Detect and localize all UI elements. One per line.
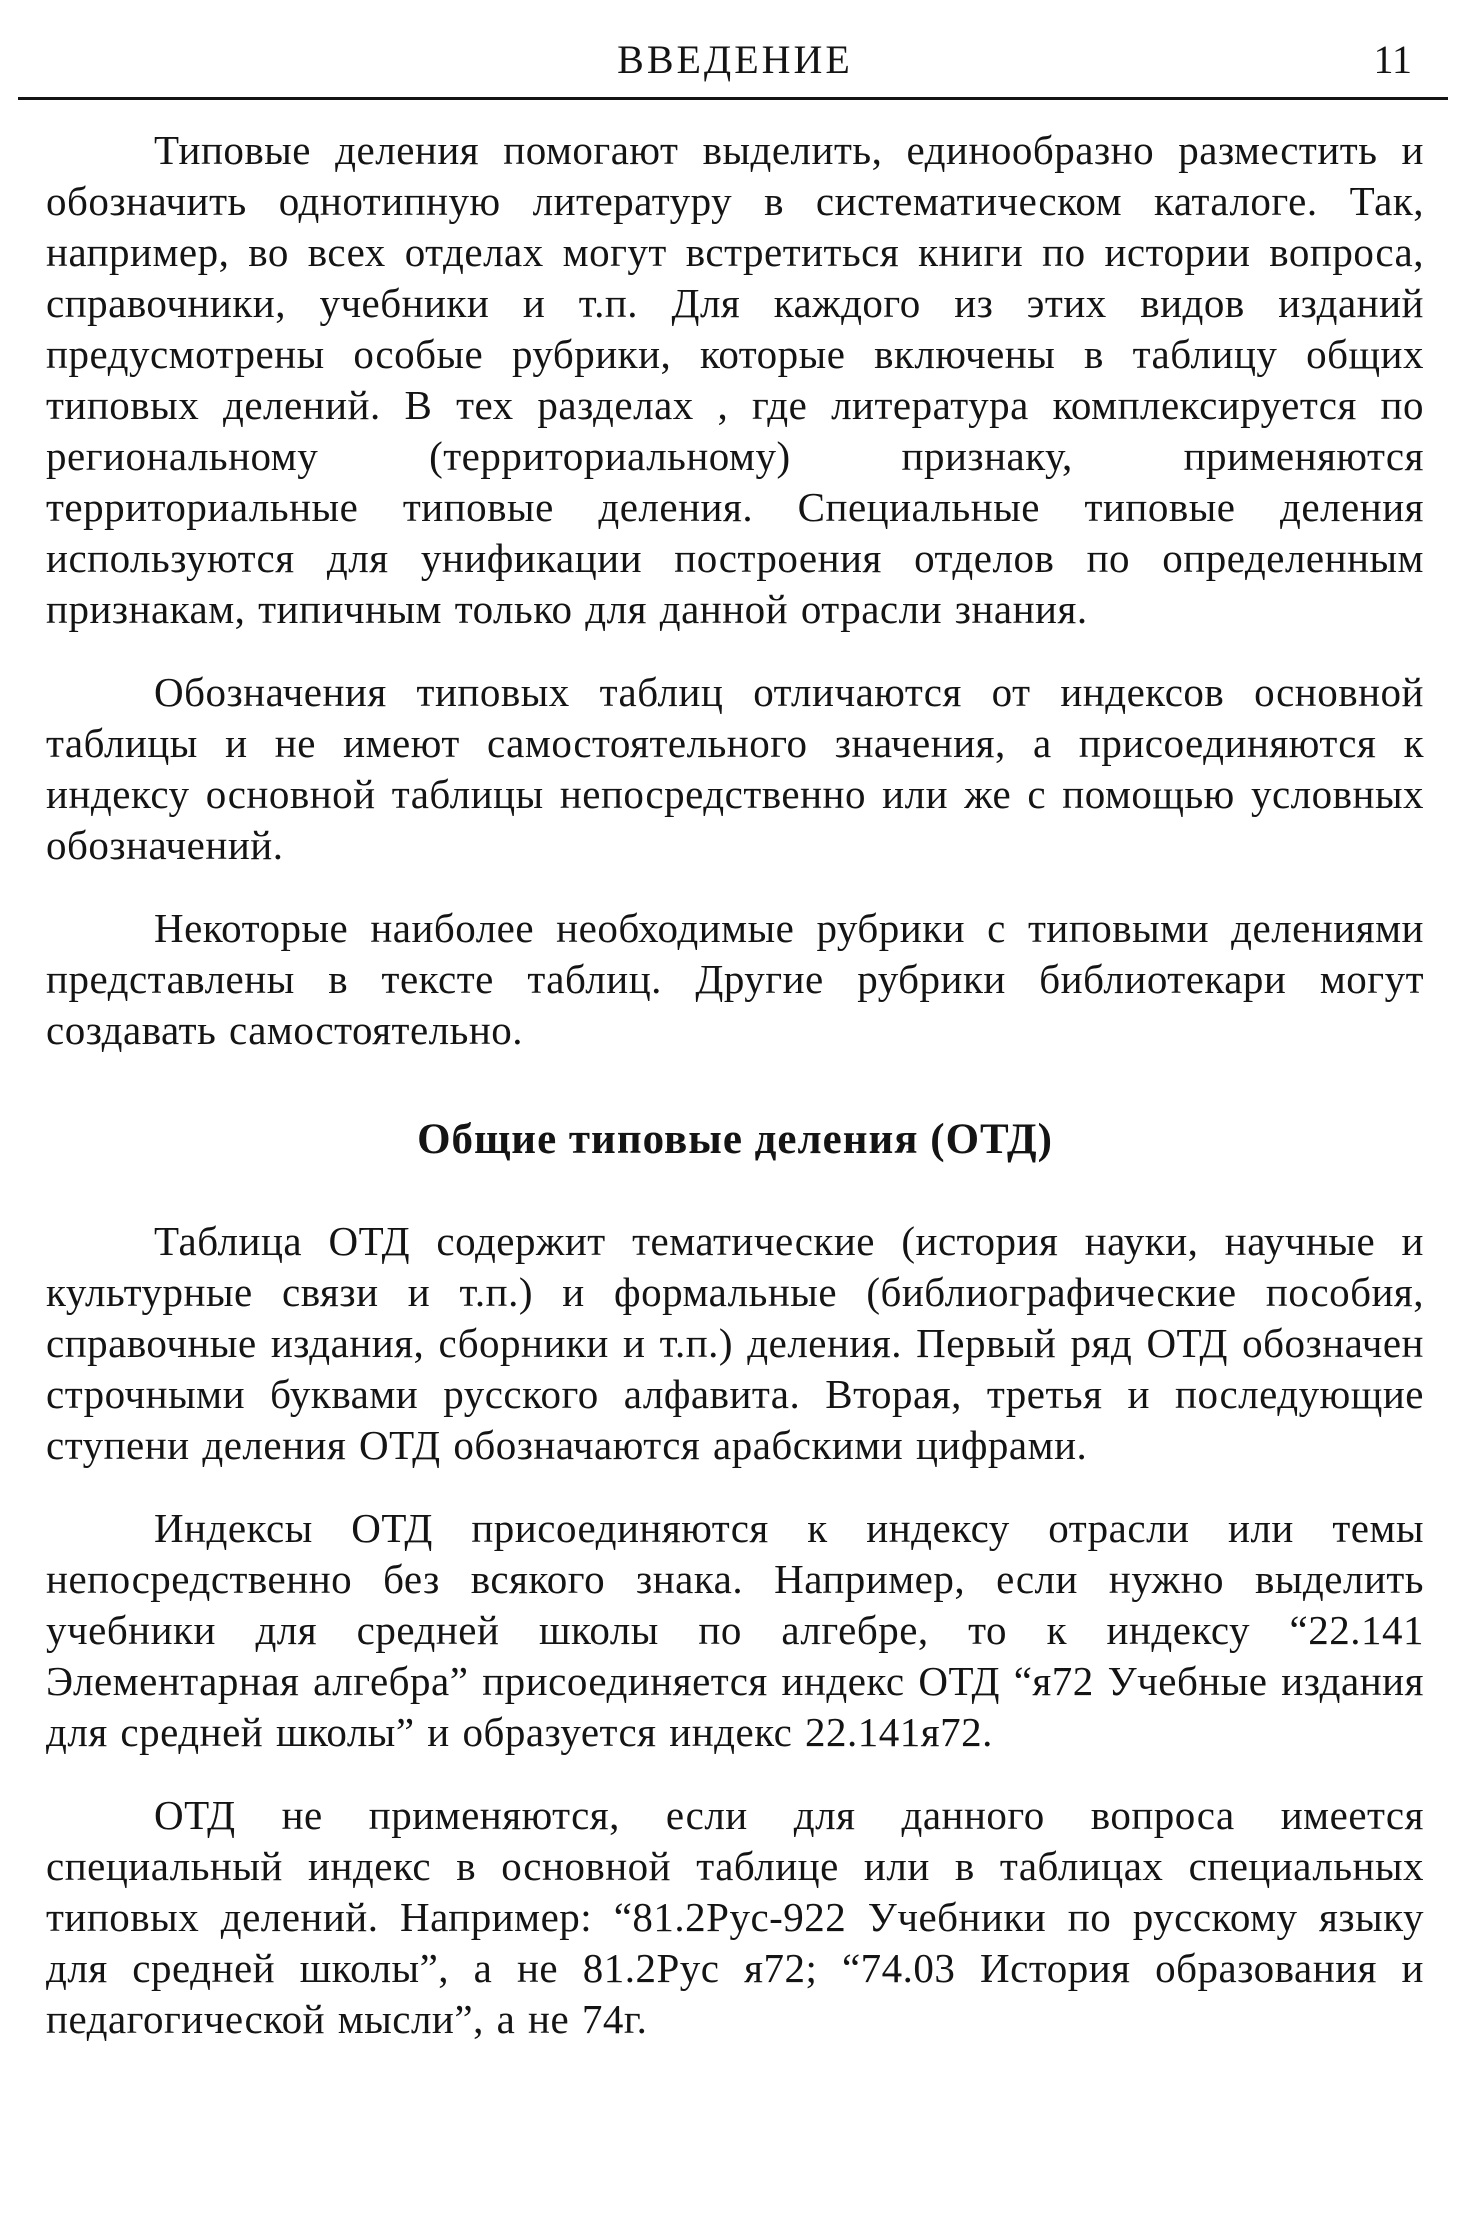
- paragraph-otd-exceptions: ОТД не применяются, если для данного вопроса имеется специальный индекс в основной таблице или в таблицах специальных типовых делений. Например: “81.2Рус-922 Учебники по русскому языку для средней школы”, а не 81.2Рус я72; “74.03 История образования и педагогической мысли”, а не 74г.: [46, 1792, 1424, 2042]
- book-page: [46, 0, 1424, 2045]
- section-heading: Общие типовые деления (ОТД): [417, 1116, 1053, 1163]
- page-number: 11: [1373, 37, 1412, 82]
- paragraph-rubrics: Некоторые наиболее необходимые рубрики с типовыми делениями представлены в тексте таблиц. Другие рубрики библиотекари могут создавать самостоятельно.: [46, 905, 1424, 1053]
- header-rule: [18, 97, 1448, 100]
- chapter-title: ВВЕДЕНИЕ: [617, 37, 853, 82]
- paragraph-otd-indexes: Индексы ОТД присоединяются к индексу отрасли или темы непосредственно без всякого знака. Например, если нужно выделить учебники для средней школы по алгебре, то к индексу “22.141 Элементарная алгебра” присоединяется индекс ОТД “я72 Учебные издания для средней школы” и образуется индекс 22.141я72.: [46, 1505, 1424, 1755]
- page-body: [46, 125, 1424, 2045]
- paragraph-notation: Обозначения типовых таблиц отличаются от индексов основной таблицы и не имеют самостоятельного значения, а присоединяются к индексу основной таблицы непосредственно или же с помощью условных обозначений.: [46, 669, 1424, 868]
- running-header: [46, 0, 1424, 99]
- paragraph-typical-divisions: Типовые деления помогают выделить, единообразно разместить и обозначить однотипную литературу в систематическом каталоге. Так, например, во всех отделах могут встретиться книги по истории вопроса, справочники, учебники и т.п. Для каждого из этих видов изданий предусмотрены особые рубрики, которые включены в таблицу общих типовых делений. В тех разделах , где литература комплексируется по региональному (территориальному) признаку, применяются территориальные типовые деления. Специальные типовые деления используются для унификации построения отделов по определенным признакам, типичным только для данной отрасли знания.: [46, 127, 1424, 632]
- paragraph-otd-table: Таблица ОТД содержит тематические (история науки, научные и культурные связи и т.п.) и формальные (библиографические пособия, справочные издания, сборники и т.п.) деления. Первый ряд ОТД обозначен строчными буквами русского алфавита. Вторая, третья и последующие ступени деления ОТД обозначаются арабскими цифрами.: [46, 1218, 1424, 1468]
